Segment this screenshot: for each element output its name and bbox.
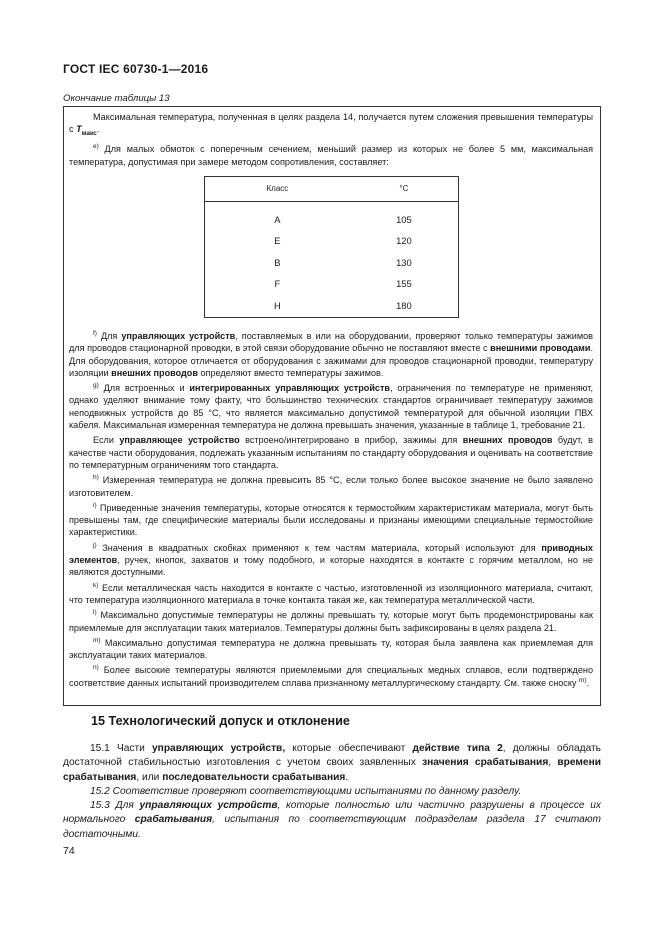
note-i: $^{i)}$ Приведенные значения температуры, которые относятся к термостойким характеристикам материала, могут быть превышены там, где специфические материалы были исследованы и признаны имеющими специальные термостойкие характеристики. bbox=[69, 501, 593, 538]
note-g-continued: Если управляющее устройство встроено/интегрировано в прибор, зажимы для внешних проводов будут, в качестве части оборудования, подлежать указанным испытаниям по стандарту оборудования и оценивать на соответствие по температурным ограничениям того стандарта. bbox=[69, 435, 594, 470]
table-row: E 120 bbox=[274, 235, 412, 247]
table-row: H 180 bbox=[274, 300, 412, 312]
column-header-temp: °C bbox=[350, 177, 459, 202]
note-m: $^{m)}$ Максимально допустимая температура не должна превышать ту, которая была заявлена как приемлемая для эксплуатации таких материалов. bbox=[69, 636, 593, 661]
table-row: F 155 bbox=[274, 278, 412, 290]
note-k: $^{k)}$ Если металлическая часть находится в контакте с частью, изготовленной из изоляционного материала, считают, что температура изоляционного материала в точке контакта такая же, как температура металлической части. bbox=[69, 581, 593, 605]
note-d: Максимальная температура, полученная в целях раздела 14, получается путем сложения превышения температуры с $T_{макс}$. bbox=[69, 112, 593, 138]
table-caption: Окончание таблицы 13 bbox=[63, 93, 170, 104]
table-row: B 130 bbox=[274, 256, 412, 268]
page-number: 74 bbox=[63, 845, 75, 857]
note-h: $^{h)}$ Измеренная температура не должна превысить 85 °C, если только более высокое значение не было заявлено изготовителем. bbox=[69, 474, 593, 498]
column-header-class: Класс bbox=[205, 177, 350, 202]
note-l: $^{l)}$ Максимально допустимые температуры не должны превышать ту, которые могут быть продемонстрированы как приемлемые для эксплуатации таких материалов. Температуры должны быть зафиксированы в целях раздела 21. bbox=[69, 609, 593, 633]
note-n: $^{n)}$ Более высокие температуры являются приемлемыми для специальных медных сплавов, если подтверждено соответствие данных испытаний производителем сплава признанному металлургическому стандарту. См. также сноску $^{m)}$. bbox=[69, 664, 593, 688]
table-header-row bbox=[205, 177, 459, 202]
note-g: $^{g)}$ Для встроенных и интегрированных управляющих устройств, ограничения по температуре не применяют, однако уделяют внимание тому факту, что большинство технических стандартов ограничивает температуру зажимов неподвижных устройств до 85 °C, что является максимально допустимой температурой для обычной изоляции ПВХ кабеля. Максимальная измеренная температура не должна превышать значения, указанные в таблице 1, требование 21. bbox=[69, 382, 593, 431]
section-title: 15 Технологический допуск и отклонение bbox=[91, 714, 350, 728]
note-j: $^{j)}$ Значения в квадратных скобках применяют к тем частям материала, который используют для приводных элементов, ручек, кнопок, захватов и тому подобного, и которые находятся в контакте с горячим металлом, но не являются доступными. bbox=[69, 541, 593, 578]
paragraph-15-1: 15.1 Части управляющих устройств, которые обеспечивают действие типа 2, должны обладать достаточной стабильностью изготовления с учетом своих заявленных значения срабатывания, времени срабатывания, или последовательности срабатывания. bbox=[63, 743, 601, 783]
paragraph-15-3: 15.3 Для управляющих устройств, которые полностью или частично разрушены в процессе их нормального срабатывания, испытания по соответствующим подразделам раздела 17 считают достаточными. bbox=[63, 800, 601, 840]
paragraph-15-2: 15.2 Соответствие проверяют соответствующими испытаниями по данному разделу. bbox=[90, 785, 522, 797]
document-header: ГОСТ IEC 60730-1—2016 bbox=[63, 62, 209, 76]
table-notes bbox=[69, 111, 593, 692]
note-f: $^{f)}$ Для управляющих устройств, поставляемых в или на оборудовании, проверяют только температуры зажимов для проводов стационарной проводки, в этой связи оборудование обычно не поставляют вместе с внешними проводами. Для оборудования, которое отличается от оборудования с зажимами для проводов стационарной проводки, температуру изоляции внешних проводов определяют вместо температуры зажимов. bbox=[69, 329, 593, 378]
note-e: $^{e)}$ Для малых обмоток с поперечным сечением, меньший размер из которых не более 5 мм, максимальная температура, допустимая при замере методом сопротивления, составляет: bbox=[69, 143, 593, 167]
table-row: A 105 bbox=[274, 213, 412, 225]
insulation-class-table bbox=[204, 176, 459, 318]
section-body bbox=[63, 742, 601, 842]
